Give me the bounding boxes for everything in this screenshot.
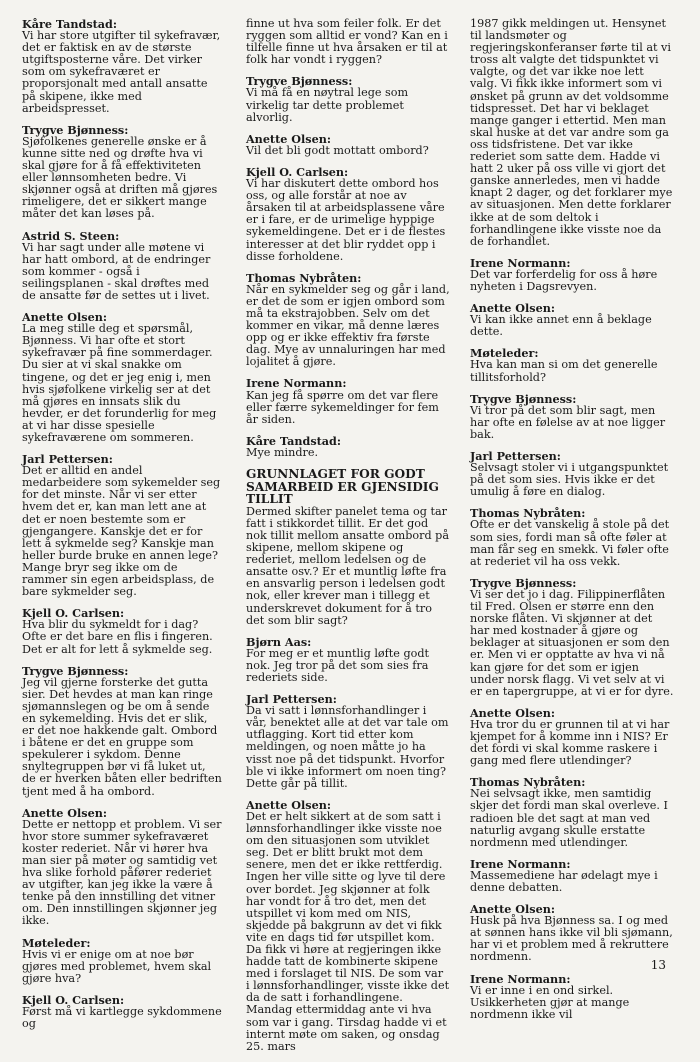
dialogue-text: Dette er nettopp et problem. Vi ser hvor store summer sykefraværet koster rederiet. Når vi hører hva man sier på møter og samtidig vet hva slike forhold påfører rederiet av utgifter, kan jeg ikke la være å tenke på den innstilling det vitner om. Den innstillingen skjønner jeg ikke. (22, 817, 222, 928)
dialogue-entry (246, 435, 450, 459)
speaker-name: Irene Normann: (470, 856, 571, 871)
speaker-name: Trygve Bjønness: (246, 74, 353, 89)
dialogue-entry (22, 311, 222, 444)
dialogue-text: Sjøfolkenes generelle ønske er å kunne sitte ned og drøfte hva vi skal gjøre for å få effektiviteten eller lønnsomheten bedre. Vi skjønner også at driften må gjøres rimeligere, det er sikkert mange måter det kan løses på. (22, 134, 218, 221)
dialogue-entry (246, 377, 450, 425)
dialogue-entry (246, 75, 450, 123)
dialogue-entry (470, 507, 674, 567)
speaker-name: Kåre Tandstad: (246, 433, 342, 448)
dialogue-entry (470, 776, 674, 849)
dialogue-text: 1987 gikk meldingen ut. Hensynet til landsmøter og regjeringskonferanser førte til at vi tross alt valgte det tidspunktet vi valgte, og det var ikke noe lett valg. Vi fikk ikke informert som vi ønsket på grunn av det voldsomme tidspresset. Det har vi beklaget mange ganger i ettertid. Men man skal huske at det var andre som ga oss tidsfristene. Det var ikke rederiet som satte dem. Hadde vi hatt 2 uker på oss ville vi gjort det ganske annerledes, men vi hadde knapt 2 dager, og det forklarer mye av situasjonen. Men dette forklarer ikke at de som deltok i forhandlingene ikke visste noe da de forhandlet. (470, 17, 673, 248)
column-1 (22, 18, 222, 1039)
speaker-name: Thomas Nybråten: (470, 775, 586, 790)
dialogue-text: Hva blir du sykmeldt for i dag? Ofte er det bare en flis i fingeren. Det er alt for lett å sykmelde seg. (22, 618, 213, 656)
dialogue-text: La meg stille deg et spørsmål, Bjønness. Vi har ofte et stort sykefravær på fine sommerdager. Du sier at vi skal snakke om tingene, og det er jeg enig i, men hvis sjøfolkene virkelig ser at det må gjøres en innsats slik du hevder, er det forunderlig for meg at vi har disse spesielle sykefraværene om sommeren. (22, 322, 217, 444)
dialogue-text: Det er helt sikkert at de som satt i lønnsforhandlinger ikke visste noe om den situasjonen som utviklet seg. Det er blitt brukt mot dem senere, men det er ikke rettferdig. Ingen her ville sitte og lyve til dere over bordet. Jeg skjønner at folk har vondt for å tro det, men det utspillet vi kom med om NIS, skjedde på bakgrunn av det vi fikk vite en dags tid før utspillet kom. Da fikk vi høre at regjeringen ikke hadde tatt de kombinerte skipene med i forslaget til NIS. De som var i lønnsforhandlinger, visste ikke det da de satt i forhandlingene. Mandag ettermiddag ante vi hva som var i gang. Tirsdag hadde vi et internt møte om saken, og onsdag 25. mars (246, 809, 450, 1053)
speaker-name: Irene Normann: (470, 971, 571, 986)
dialogue-entry (246, 799, 450, 1053)
dialogue-text: Hvis vi er enige om at noe bør gjøres med problemet, hvem skal gjøre hva? (22, 947, 212, 985)
dialogue-entry (246, 18, 450, 66)
speaker-name: Kjell O. Carlsen: (22, 992, 125, 1007)
speaker-name: Anette Olsen: (470, 902, 555, 917)
dialogue-text: Når en sykmelder seg og går i land, er det de som er igjen ombord som må ta ekstrajobben. Selv om det kommer en vikar, må denne læres opp og er ikke effektiv fra første dag. Mye av unnaluringen har med lojalitet å gjøre. (246, 282, 450, 369)
speaker-name: Trygve Bjønness: (22, 663, 129, 678)
speaker-name: Kjell O. Carlsen: (246, 164, 349, 179)
dialogue-entry (470, 858, 674, 894)
dialogue-entry (470, 18, 674, 248)
dialogue-text: Selvsagt stoler vi i utgangspunktet på det som sies. Hvis ikke er det umulig å føre en dialog. (470, 461, 669, 499)
dialogue-text: finne ut hva som feiler folk. Er det ryggen som alltid er vond? Kan en i tilfelle finne ut hva årsaken er til at folk har vondt i ryggen? (246, 17, 448, 67)
dialogue-text: For meg er et muntlig løfte godt nok. Jeg tror på det som sies fra rederiets side. (246, 646, 430, 684)
speaker-name: Jarl Pettersen: (246, 692, 337, 707)
speaker-name: Kjell O. Carlsen: (22, 606, 125, 621)
dialogue-text: Ofte er det vanskelig å stole på det som sies, fordi man så ofte føler at man får seg en smekk. Vi føler ofte at rederiet vil ha oss vekk. (470, 518, 670, 568)
speaker-name: Anette Olsen: (246, 131, 331, 146)
dialogue-entry (22, 607, 222, 655)
dialogue-text: Dermed skifter panelet tema og tar fatt i stikkordet tillit. Er det god nok tillit mellom ansatte ombord på skipene, mellom skipene og rederiet, mellom ledelsen og de ansatte osv.? Er et muntlig løfte fra en ansvarlig person i ledelsen godt nok, eller krever man i tillegg et underskrevet dokument for å tro det som blir sagt? (246, 504, 450, 627)
speaker-name: Anette Olsen: (22, 805, 107, 820)
dialogue-text: Vi har store utgifter til sykefravær, det er faktisk en av de største utgiftsposterne våre. Det virker som om sykefraværet er proporsjonalt med antall ansatte på skipene, ikke med arbeidspresset. (22, 29, 221, 115)
page-number: 13 (650, 958, 666, 972)
dialogue-text: Jeg vil gjerne forsterke det gutta sier. Det hevdes at man kan ringe sjømannslegen og be om å sende en sykemelding. Hvis det er slik, er det noe hakkende galt. Ombord i båtene er det en gruppe som spekulerer i sykdom. Denne snyltegruppen bør vi få luket ut, de er hverken båten eller bedriften tjent med å ha ombord. (22, 675, 222, 798)
dialogue-text: Da vi satt i lønnsforhandlinger i vår, benektet alle at det var tale om utflagging. Kort tid etter kom meldingen, og noen måtte jo ha visst noe på det tidspunkt. Hvorfor ble vi ikke informert om noen ting? Dette går på tillit. (246, 704, 449, 790)
dialogue-entry (22, 18, 222, 115)
dialogue-entry (22, 124, 222, 221)
dialogue-entry (470, 903, 674, 963)
dialogue-entry (470, 450, 674, 498)
dialogue-text: Det er alltid en andel medarbeidere som sykemelder seg for det minste. Når vi ser etter hvem det er, kan man lett ane at det er noen bestemte som er gjengangere. Kanskje det er for lett å sykmelde seg? Kanskje man heller burde bruke en annen lege? Mange bryr seg ikke om de rammer sin egen arbeidsplass, de bare sykmelder seg. (22, 464, 221, 599)
dialogue-entry (470, 577, 674, 698)
speaker-name: Trygve Bjønness: (470, 391, 577, 406)
speaker-name: Jarl Pettersen: (470, 449, 561, 463)
speaker-name: Bjørn Aas: (246, 634, 312, 649)
dialogue-entry (22, 807, 222, 928)
dialogue-text: Hva tror du er grunnen til at vi har kjempet for å komme inn i NIS? Er det fordi vi skal komme raskere i gang med flere utlendinger? (470, 717, 670, 768)
dialogue-entry (246, 506, 450, 627)
dialogue-entry (22, 453, 222, 598)
dialogue-entry (22, 230, 222, 303)
speaker-name: Anette Olsen: (246, 797, 331, 812)
dialogue-entry (470, 347, 674, 383)
dialogue-entry (470, 393, 674, 441)
speaker-name: Trygve Bjønness: (470, 575, 577, 590)
dialogue-text: Vi må få en nøytral lege som virkelig tar dette problemet alvorlig. (246, 86, 409, 124)
column-2 (246, 18, 450, 1062)
dialogue-entry (470, 257, 674, 293)
dialogue-entry (22, 665, 222, 798)
speaker-name: Anette Olsen: (470, 705, 555, 720)
dialogue-text: Nei selvsagt ikke, men samtidig skjer det fordi man skal overleve. I radioen ble det sagt at man ved naturlig avgang skulle erstatte nordmenn med utlendinger. (470, 787, 668, 849)
dialogue-entry (246, 693, 450, 790)
dialogue-text: Vi har diskutert dette ombord hos oss, og alle forstår at noe av årsaken til at arbeidsplassene våre er i fare, er de urimelige hyppige sykemeldingene. Det er i de flestes interesser at det blir ryddet opp i disse forholdene. (246, 177, 446, 263)
speaker-name: Thomas Nybråten: (470, 506, 586, 521)
speaker-name: Anette Olsen: (470, 301, 555, 316)
dialogue-text: Husk på hva Bjønness sa. I og med at sønnen hans ikke vil bli sjømann, har vi et problem med å rekruttere nordmenn. (470, 914, 673, 964)
article-page (22, 17, 674, 1053)
dialogue-text: Vi ser det jo i dag. Filippinerflåten til Fred. Olsen er større enn den norske flåten. Vi skjønner at det har med kostnader å gjøre og beklager at situasjonen er som den er. Men vi er opptatte av hva vi nå kan gjøre for det som er igjen under norsk flagg. Vi vet selv at vi er en tapergruppe, at vi er for dyre. (470, 587, 674, 698)
dialogue-entry (470, 302, 674, 338)
speaker-name: Trygve Bjønness: (22, 122, 129, 137)
dialogue-entry (246, 166, 450, 263)
speaker-name: Anette Olsen: (22, 310, 107, 325)
speaker-name: Møteleder: (470, 346, 539, 361)
speaker-name: Møteleder: (22, 935, 91, 950)
dialogue-entry (470, 973, 674, 1021)
speaker-name: Irene Normann: (470, 255, 571, 270)
dialogue-entry (470, 707, 674, 767)
speaker-name: Astrid S. Steen: (22, 228, 120, 243)
dialogue-text: Massemediene har ødelagt mye i denne debatten. (470, 868, 658, 894)
dialogue-entry (22, 994, 222, 1030)
dialogue-text: Vil det bli godt mottatt ombord? (246, 143, 429, 157)
dialogue-text: Hva kan man si om det generelle tillitsforhold? (470, 358, 658, 384)
dialogue-entry (246, 636, 450, 684)
dialogue-text: Det var forferdelig for oss å høre nyheten i Dagsrevyen. (470, 267, 658, 293)
dialogue-entry (22, 937, 222, 985)
section-heading: GRUNNLAGET FOR GODT SAMARBEID ER GJENSIDIG TILLIT (246, 467, 439, 507)
dialogue-text: Vi har sagt under alle møtene vi har hatt ombord, at de endringer som kommer - også i seilingsplanen - skal drøftes med de ansatte før de settes ut i livet. (22, 240, 211, 302)
speaker-name: Thomas Nybråten: (246, 270, 362, 285)
speaker-name: Irene Normann: (246, 376, 347, 391)
dialogue-entry (246, 133, 450, 157)
dialogue-text: Mye mindre. (246, 445, 319, 459)
dialogue-entry (246, 272, 450, 369)
dialogue-text: Vi kan ikke annet enn å beklage dette. (470, 313, 652, 339)
dialogue-text: Vi tror på det som blir sagt, men har ofte en følelse av at noe ligger bak. (470, 403, 666, 441)
speaker-name: Kåre Tandstad: (22, 17, 118, 31)
dialogue-text: Kan jeg få spørre om det var flere eller færre sykemeldinger for fem år siden. (246, 388, 439, 426)
dialogue-text: Først må vi kartlegge sykdommene og (22, 1005, 222, 1031)
dialogue-text: Vi er inne i en ond sirkel. Usikkerheten gjør at mange nordmenn ikke vil (470, 983, 630, 1021)
column-3 (470, 18, 674, 1030)
speaker-name: Jarl Pettersen: (22, 452, 113, 467)
